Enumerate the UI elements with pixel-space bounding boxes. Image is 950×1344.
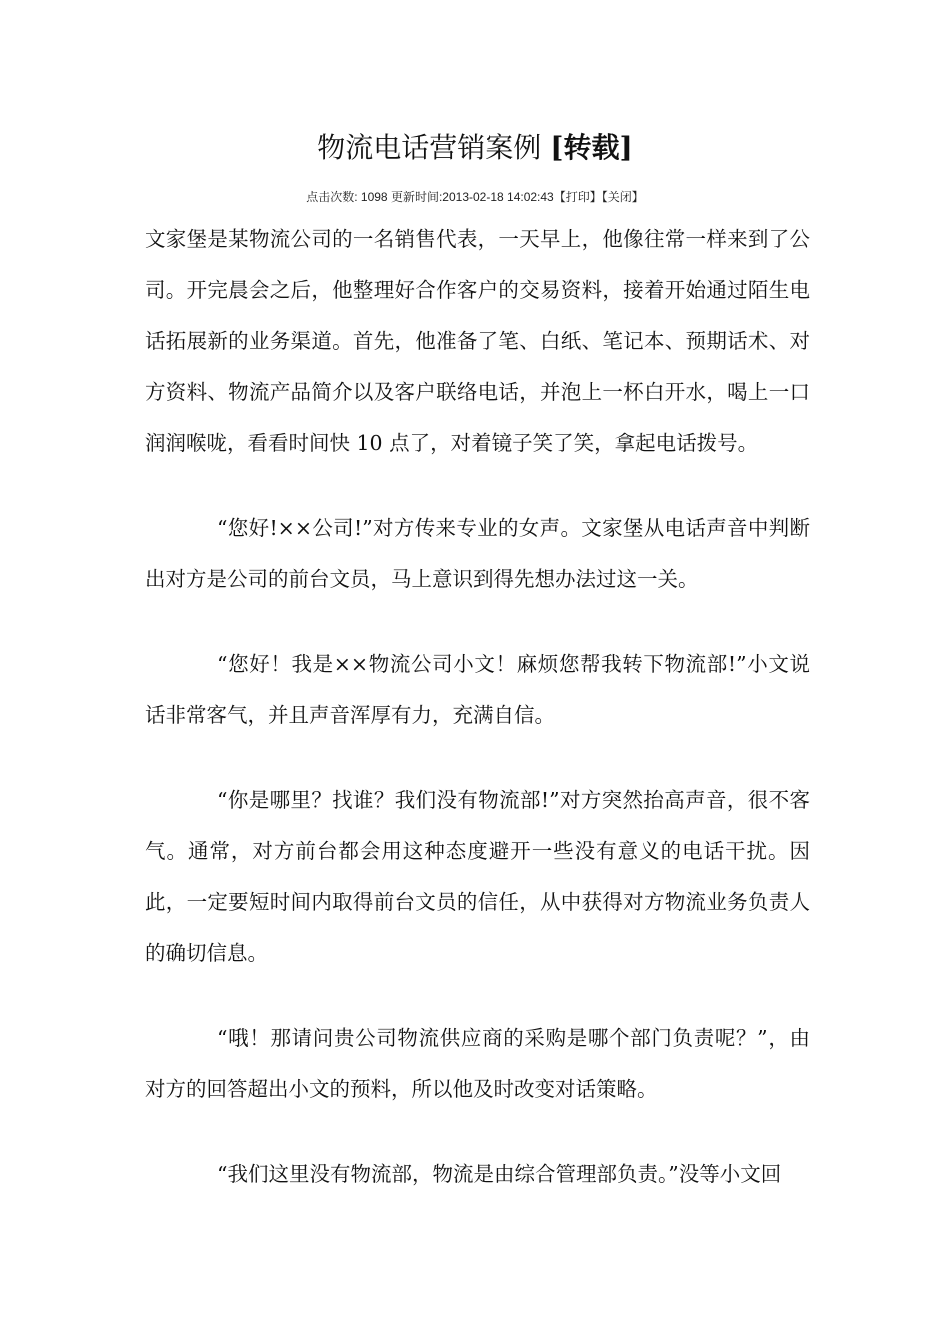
paragraph-2: “您好!××公司!”对方传来专业的女声。文家堡从电话声音中判断出对方是公司的前台文员，马上意识到得先想办法过这一关。 <box>145 516 810 591</box>
article-title-main: 物流电话营销案例 <box>317 131 542 164</box>
paragraph-5: “哦！那请问贵公司物流供应商的采购是哪个部门负责呢？”，由对方的回答超出小文的预料，所以他及时改变对话策略。 <box>145 1026 810 1101</box>
clicks-label: 点击次数: <box>306 190 358 204</box>
print-link[interactable]: 【打印】 <box>553 190 602 204</box>
paragraph-1: 文家堡是某物流公司的一名销售代表，一天早上，他像往常一样来到了公司。开完晨会之后，他整理好合作客户的交易资料，接着开始通过陌生电话拓展新的业务渠道。首先，他准备了笔、白纸、笔记本、预期话术、对方资料、物流产品简介以及客户联络电话，并泡上一杯白开水，喝上一口润润喉咙，看看时间快 10 点了，对着镜子笑了笑，拿起电话拨号。 <box>145 227 810 455</box>
article-title-tag: [转载] <box>550 131 633 164</box>
paragraph-3: “您好！我是××物流公司小文！麻烦您帮我转下物流部!”小文说话非常客气，并且声音浑厚有力，充满自信。 <box>145 652 810 727</box>
clicks-count: 1098 <box>360 190 388 204</box>
close-link[interactable]: 【关闭】 <box>601 190 644 204</box>
paragraph-6: “我们这里没有物流部，物流是由综合管理部负责。”没等小文回 <box>217 1162 782 1186</box>
article-body <box>145 214 810 1200</box>
paragraph-4: “你是哪里？找谁？我们没有物流部!”对方突然抬高声音，很不客气。通常，对方前台都会用这种态度避开一些没有意义的电话干扰。因此，一定要短时间内取得前台文员的信任，从中获得对方物流业务负责人的确切信息。 <box>145 788 810 965</box>
updated-time: 2013-02-18 14:02:43 <box>442 190 554 204</box>
updated-label: 更新时间: <box>390 190 443 204</box>
article-title <box>0 128 950 168</box>
article-meta <box>0 188 950 206</box>
